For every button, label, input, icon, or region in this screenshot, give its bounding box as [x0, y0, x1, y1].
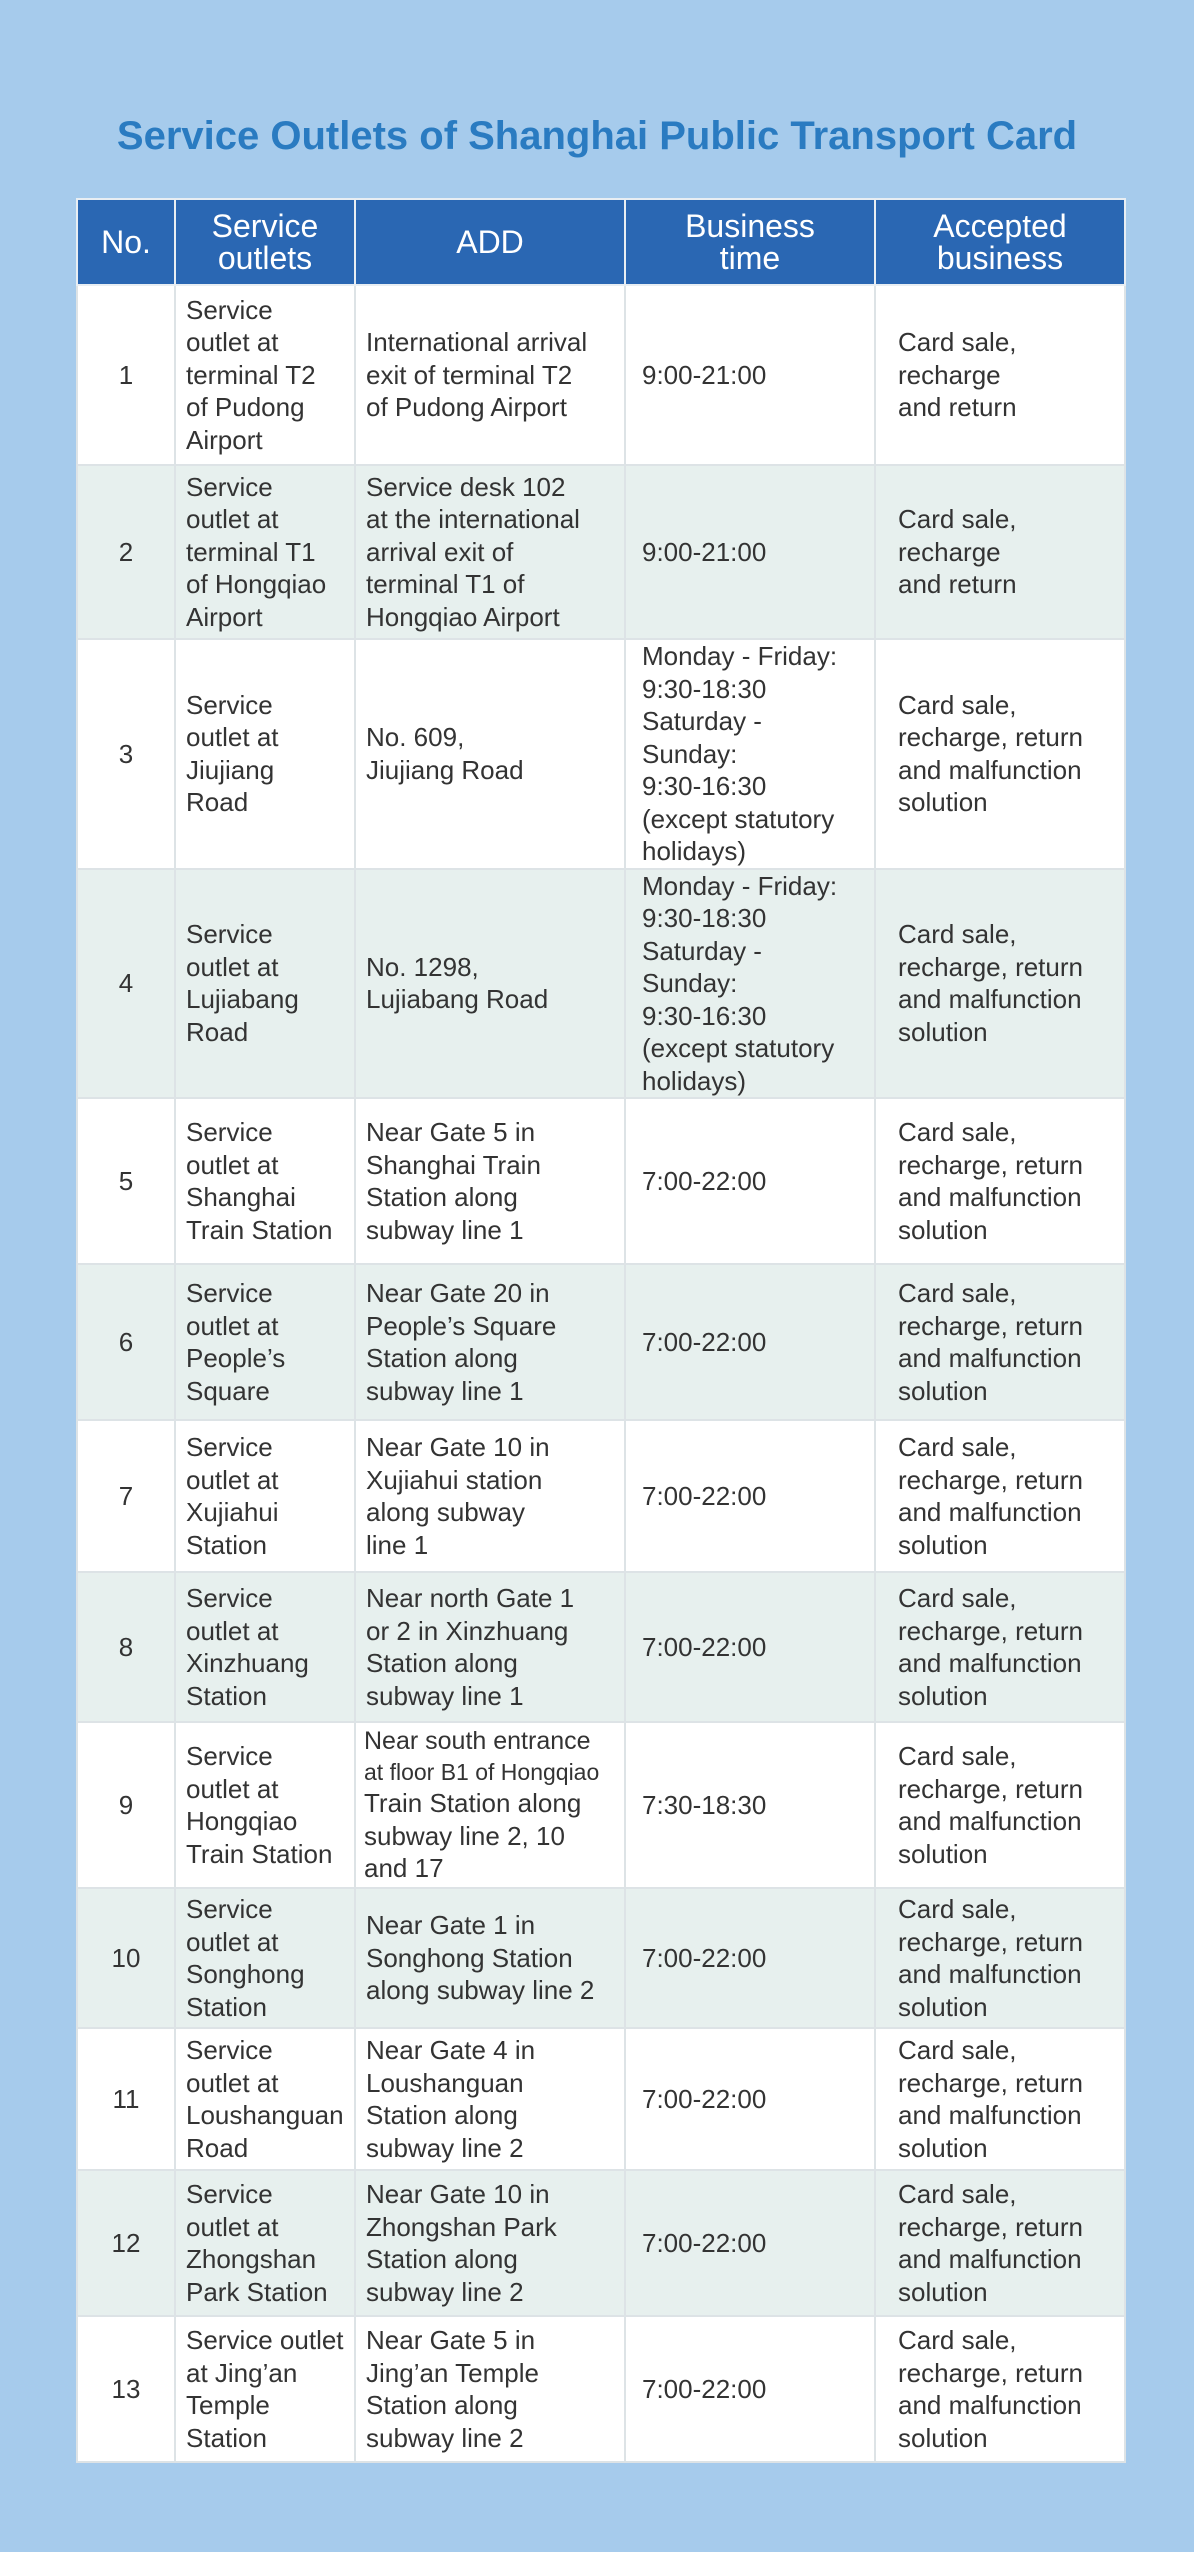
cell-address: No. 1298, Lujiabang Road — [355, 869, 625, 1099]
cell-accepted-business: Card sale, recharge and return — [875, 285, 1125, 465]
cell-address: Near Gate 4 in Loushanguan Station along subway line 2 — [355, 2028, 625, 2170]
cell-address: Near Gate 10 in Zhongshan Park Station along subway line 2 — [355, 2170, 625, 2316]
table-row — [77, 285, 1125, 465]
cell-business-time: 7:00-22:00 — [625, 1420, 875, 1572]
cell-address: Service desk 102 at the international arrival exit of terminal T1 of Hongqiao Airport — [355, 465, 625, 639]
header-no: No. — [77, 199, 175, 285]
cell-business-time: 7:00-22:00 — [625, 1264, 875, 1420]
cell-no: 4 — [77, 869, 175, 1099]
address-line-rest: Train Station along subway line 2, 10 and 17 — [364, 1788, 582, 1884]
cell-address: Near Gate 5 in Jing’an Temple Station along subway line 2 — [355, 2316, 625, 2462]
table-row — [77, 465, 1125, 639]
cell-business-time: 7:00-22:00 — [625, 1098, 875, 1264]
cell-no: 3 — [77, 639, 175, 869]
cell-business-time: 7:00-22:00 — [625, 2028, 875, 2170]
cell-business-time: Monday - Friday: 9:30-18:30 Saturday - Sunday: 9:30-16:30 (except statutory holidays) — [625, 639, 875, 869]
cell-no: 7 — [77, 1420, 175, 1572]
cell-accepted-business: Card sale, recharge, return and malfunction solution — [875, 639, 1125, 869]
cell-outlet: Service outlet at terminal T1 of Hongqiao Airport — [175, 465, 355, 639]
cell-business-time: 9:00-21:00 — [625, 285, 875, 465]
cell-outlet: Service outlet at Lujiabang Road — [175, 869, 355, 1099]
cell-address: No. 609, Jiujiang Road — [355, 639, 625, 869]
cell-address: Near Gate 5 in Shanghai Train Station along subway line 1 — [355, 1098, 625, 1264]
cell-outlet: Service outlet at Loushanguan Road — [175, 2028, 355, 2170]
cell-accepted-business: Card sale, recharge, return and malfunction solution — [875, 2316, 1125, 2462]
table-row — [77, 639, 1125, 869]
cell-no: 9 — [77, 1722, 175, 1888]
cell-accepted-business: Card sale, recharge, return and malfunction solution — [875, 1722, 1125, 1888]
cell-no: 11 — [77, 2028, 175, 2170]
table-row — [77, 1420, 1125, 1572]
cell-address: Near north Gate 1 or 2 in Xinzhuang Station along subway line 1 — [355, 1572, 625, 1722]
cell-accepted-business: Card sale, recharge, return and malfunction solution — [875, 2170, 1125, 2316]
table-row — [77, 869, 1125, 1099]
cell-business-time: 7:00-22:00 — [625, 2316, 875, 2462]
cell-outlet: Service outlet at Jing’an Temple Station — [175, 2316, 355, 2462]
cell-address: Near Gate 1 in Songhong Station along subway line 2 — [355, 1888, 625, 2028]
cell-no: 1 — [77, 285, 175, 465]
address-line-1: Near south entrance — [364, 1727, 591, 1756]
cell-address: Near Gate 20 in People’s Square Station along subway line 1 — [355, 1264, 625, 1420]
cell-outlet: Service outlet at Xujiahui Station — [175, 1420, 355, 1572]
cell-outlet: Service outlet at Songhong Station — [175, 1888, 355, 2028]
cell-outlet: Service outlet at Zhongshan Park Station — [175, 2170, 355, 2316]
table-row — [77, 1264, 1125, 1420]
cell-no: 5 — [77, 1098, 175, 1264]
address-line-2: at floor B1 of Hongqiao — [364, 1759, 600, 1786]
cell-business-time: Monday - Friday: 9:30-18:30 Saturday - Sunday: 9:30-16:30 (except statutory holidays) — [625, 869, 875, 1099]
cell-no: 6 — [77, 1264, 175, 1420]
cell-no: 2 — [77, 465, 175, 639]
table-row — [77, 1572, 1125, 1722]
cell-accepted-business: Card sale, recharge and return — [875, 465, 1125, 639]
table-row — [77, 2316, 1125, 2462]
cell-business-time: 9:00-21:00 — [625, 465, 875, 639]
cell-no: 10 — [77, 1888, 175, 2028]
table-row — [77, 2028, 1125, 2170]
cell-outlet: Service outlet at People’s Square — [175, 1264, 355, 1420]
cell-outlet: Service outlet at Shanghai Train Station — [175, 1098, 355, 1264]
cell-accepted-business: Card sale, recharge, return and malfunction solution — [875, 1420, 1125, 1572]
service-outlets-table — [76, 198, 1126, 2463]
cell-business-time: 7:00-22:00 — [625, 1888, 875, 2028]
cell-no: 12 — [77, 2170, 175, 2316]
page-title: Service Outlets of Shanghai Public Transport Card — [116, 114, 1078, 158]
cell-outlet: Service outlet at Jiujiang Road — [175, 639, 355, 869]
cell-address: International arrival exit of terminal T2 of Pudong Airport — [355, 285, 625, 465]
header-business-time: Business time — [625, 199, 875, 285]
cell-accepted-business: Card sale, recharge, return and malfunction solution — [875, 1572, 1125, 1722]
cell-no: 8 — [77, 1572, 175, 1722]
cell-accepted-business: Card sale, recharge, return and malfunction solution — [875, 869, 1125, 1099]
cell-outlet: Service outlet at terminal T2 of Pudong Airport — [175, 285, 355, 465]
cell-outlet: Service outlet at Xinzhuang Station — [175, 1572, 355, 1722]
cell-accepted-business: Card sale, recharge, return and malfunction solution — [875, 1098, 1125, 1264]
cell-business-time: 7:00-22:00 — [625, 1572, 875, 1722]
table-row — [77, 1098, 1125, 1264]
header-accepted-business: Accepted business — [875, 199, 1125, 285]
table-header-row — [77, 199, 1125, 285]
header-address: ADD — [355, 199, 625, 285]
cell-address: Near Gate 10 in Xujiahui station along subway line 1 — [355, 1420, 625, 1572]
cell-accepted-business: Card sale, recharge, return and malfunction solution — [875, 1264, 1125, 1420]
cell-no: 13 — [77, 2316, 175, 2462]
cell-business-time: 7:00-22:00 — [625, 2170, 875, 2316]
cell-address — [355, 1722, 625, 1888]
header-service-outlets: Service outlets — [175, 199, 355, 285]
cell-business-time: 7:30-18:30 — [625, 1722, 875, 1888]
table-row — [77, 1888, 1125, 2028]
table-row — [77, 1722, 1125, 1888]
cell-accepted-business: Card sale, recharge, return and malfunction solution — [875, 1888, 1125, 2028]
cell-accepted-business: Card sale, recharge, return and malfunction solution — [875, 2028, 1125, 2170]
table-row — [77, 2170, 1125, 2316]
cell-outlet: Service outlet at Hongqiao Train Station — [175, 1722, 355, 1888]
